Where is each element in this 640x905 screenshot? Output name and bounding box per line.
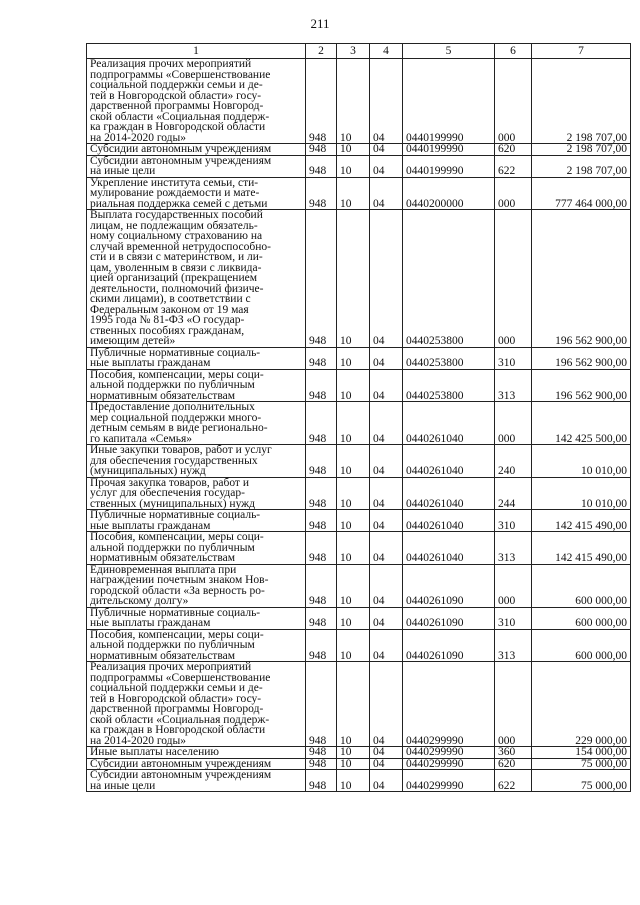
table-row xyxy=(87,347,631,369)
row-amount: 2 198 707,00 xyxy=(532,59,631,144)
row-expense-type: 620 xyxy=(495,758,532,770)
row-section-code: 10 xyxy=(337,770,370,792)
row-expense-type: 310 xyxy=(495,510,532,532)
row-ministry-code: 948 xyxy=(306,177,337,210)
row-ministry-code: 948 xyxy=(306,532,337,565)
table-row xyxy=(87,369,631,402)
row-subsection-code: 04 xyxy=(370,369,403,402)
row-ministry-code: 948 xyxy=(306,347,337,369)
row-ministry-code: 948 xyxy=(306,59,337,144)
row-ministry-code: 948 xyxy=(306,564,337,607)
row-section-code: 10 xyxy=(337,369,370,402)
column-header: 5 xyxy=(403,44,495,59)
row-target-article: 0440199990 xyxy=(403,155,495,177)
row-subsection-code: 04 xyxy=(370,347,403,369)
row-target-article: 0440261090 xyxy=(403,629,495,662)
row-description: Субсидии автономным учреждениям xyxy=(87,758,306,770)
column-header: 7 xyxy=(532,44,631,59)
row-expense-type: 240 xyxy=(495,445,532,478)
row-section-code: 10 xyxy=(337,155,370,177)
row-target-article: 0440299990 xyxy=(403,662,495,747)
column-header: 2 xyxy=(306,44,337,59)
table-row xyxy=(87,144,631,156)
row-description: Реализация прочих мероприятий подпрограммы «Совершенствование социальной поддержки семьи и де- тей в Новгородской области» госу- дарственной программы Новгород- ской области «Социальная поддерж- ка граждан в Новгородской области на 2014-2020 годы» xyxy=(87,59,306,144)
row-description: Укрепление института семьи, сти- мулирование рождаемости и мате- риальная поддержка семей с детьми xyxy=(87,177,306,210)
row-target-article: 0440261040 xyxy=(403,402,495,445)
row-subsection-code: 04 xyxy=(370,155,403,177)
row-expense-type: 310 xyxy=(495,607,532,629)
row-section-code: 10 xyxy=(337,607,370,629)
page-number: 211 xyxy=(310,16,330,31)
row-amount: 600 000,00 xyxy=(532,564,631,607)
budget-table xyxy=(86,43,631,792)
row-section-code: 10 xyxy=(337,347,370,369)
row-expense-type: 310 xyxy=(495,347,532,369)
table-row xyxy=(87,210,631,348)
row-target-article: 0440253800 xyxy=(403,347,495,369)
row-amount: 196 562 900,00 xyxy=(532,210,631,348)
row-ministry-code: 948 xyxy=(306,210,337,348)
row-subsection-code: 04 xyxy=(370,747,403,759)
row-section-code: 10 xyxy=(337,177,370,210)
row-expense-type: 622 xyxy=(495,770,532,792)
table-row xyxy=(87,747,631,759)
row-expense-type: 000 xyxy=(495,402,532,445)
row-amount: 2 198 707,00 xyxy=(532,155,631,177)
row-description: Выплата государственных пособий лицам, не подлежащим обязатель- ному социальному страхованию на случай временной нетрудоспособно- сти и в связи с материнством, и ли- цам, уволенным в связи с ликвида- цией организаций (прекращением деятельности, полномочий физиче- скими лицами), в соответствии с Федеральным законом от 19 мая 1995 года № 81-ФЗ «О государ- ственных пособиях гражданам, имеющим детей» xyxy=(87,210,306,348)
row-amount: 142 415 490,00 xyxy=(532,510,631,532)
row-subsection-code: 04 xyxy=(370,629,403,662)
row-ministry-code: 948 xyxy=(306,607,337,629)
row-amount: 196 562 900,00 xyxy=(532,347,631,369)
row-subsection-code: 04 xyxy=(370,177,403,210)
row-expense-type: 360 xyxy=(495,747,532,759)
row-subsection-code: 04 xyxy=(370,607,403,629)
row-amount: 2 198 707,00 xyxy=(532,144,631,156)
row-amount: 600 000,00 xyxy=(532,629,631,662)
row-amount: 75 000,00 xyxy=(532,770,631,792)
row-description: Пособия, компенсации, меры соци- альной поддержки по публичным нормативным обязательствам xyxy=(87,369,306,402)
row-expense-type: 622 xyxy=(495,155,532,177)
row-description: Публичные нормативные социаль- ные выплаты гражданам xyxy=(87,510,306,532)
row-description: Субсидии автономным учреждениям на иные цели xyxy=(87,155,306,177)
row-expense-type: 000 xyxy=(495,564,532,607)
row-subsection-code: 04 xyxy=(370,770,403,792)
table-row xyxy=(87,155,631,177)
header-row xyxy=(87,44,631,59)
row-amount: 142 415 490,00 xyxy=(532,532,631,565)
row-target-article: 0440299990 xyxy=(403,747,495,759)
row-amount: 600 000,00 xyxy=(532,607,631,629)
column-header: 1 xyxy=(87,44,306,59)
row-amount: 75 000,00 xyxy=(532,758,631,770)
row-expense-type: 000 xyxy=(495,210,532,348)
row-ministry-code: 948 xyxy=(306,369,337,402)
row-section-code: 10 xyxy=(337,210,370,348)
row-ministry-code: 948 xyxy=(306,155,337,177)
row-section-code: 10 xyxy=(337,402,370,445)
row-ministry-code: 948 xyxy=(306,662,337,747)
row-subsection-code: 04 xyxy=(370,445,403,478)
row-amount: 10 010,00 xyxy=(532,477,631,510)
row-subsection-code: 04 xyxy=(370,564,403,607)
row-subsection-code: 04 xyxy=(370,758,403,770)
row-description: Публичные нормативные социаль- ные выплаты гражданам xyxy=(87,607,306,629)
row-ministry-code: 948 xyxy=(306,402,337,445)
table-row xyxy=(87,402,631,445)
row-section-code: 10 xyxy=(337,477,370,510)
row-subsection-code: 04 xyxy=(370,510,403,532)
row-section-code: 10 xyxy=(337,747,370,759)
row-subsection-code: 04 xyxy=(370,144,403,156)
row-expense-type: 313 xyxy=(495,369,532,402)
row-expense-type: 313 xyxy=(495,532,532,565)
row-amount: 777 464 000,00 xyxy=(532,177,631,210)
row-target-article: 0440299990 xyxy=(403,758,495,770)
row-ministry-code: 948 xyxy=(306,510,337,532)
row-description: Иные выплаты населению xyxy=(87,747,306,759)
row-description: Иные закупки товаров, работ и услуг для обеспечения государственных (муниципальных) нужд xyxy=(87,445,306,478)
row-expense-type: 313 xyxy=(495,629,532,662)
row-amount: 154 000,00 xyxy=(532,747,631,759)
row-expense-type: 620 xyxy=(495,144,532,156)
column-header: 4 xyxy=(370,44,403,59)
row-section-code: 10 xyxy=(337,144,370,156)
row-section-code: 10 xyxy=(337,564,370,607)
row-amount: 196 562 900,00 xyxy=(532,369,631,402)
row-expense-type: 000 xyxy=(495,177,532,210)
table-row xyxy=(87,564,631,607)
row-amount: 142 425 500,00 xyxy=(532,402,631,445)
table-row xyxy=(87,532,631,565)
row-ministry-code: 948 xyxy=(306,445,337,478)
row-section-code: 10 xyxy=(337,629,370,662)
row-ministry-code: 948 xyxy=(306,770,337,792)
row-section-code: 10 xyxy=(337,662,370,747)
table-row xyxy=(87,177,631,210)
row-target-article: 0440199990 xyxy=(403,144,495,156)
table-row xyxy=(87,510,631,532)
row-description: Реализация прочих мероприятий подпрограммы «Совершенствование социальной поддержки семьи и де- тей в Новгородской области» госу- дарственной программы Новгород- ской области «Социальная поддерж- ка граждан в Новгородской области на 2014-2020 годы» xyxy=(87,662,306,747)
row-subsection-code: 04 xyxy=(370,59,403,144)
row-target-article: 0440299990 xyxy=(403,770,495,792)
row-ministry-code: 948 xyxy=(306,144,337,156)
row-description: Предоставление дополнительных мер социальной поддержки много- детным семьям в виде регионально- го капитала «Семья» xyxy=(87,402,306,445)
row-description: Единовременная выплата при награждении почетным знаком Нов- городской области «За верность ро- дительскому долгу» xyxy=(87,564,306,607)
row-description: Прочая закупка товаров, работ и услуг для обеспечения государ- ственных (муниципальных) нужд xyxy=(87,477,306,510)
table-row xyxy=(87,607,631,629)
table-row xyxy=(87,445,631,478)
table-row xyxy=(87,59,631,144)
row-target-article: 0440261040 xyxy=(403,445,495,478)
table-row xyxy=(87,477,631,510)
row-description: Субсидии автономным учреждениям на иные цели xyxy=(87,770,306,792)
row-amount: 229 000,00 xyxy=(532,662,631,747)
row-target-article: 0440261090 xyxy=(403,564,495,607)
row-target-article: 0440261040 xyxy=(403,532,495,565)
row-description: Субсидии автономным учреждениям xyxy=(87,144,306,156)
table-row xyxy=(87,770,631,792)
row-section-code: 10 xyxy=(337,532,370,565)
column-header: 3 xyxy=(337,44,370,59)
row-section-code: 10 xyxy=(337,59,370,144)
row-amount: 10 010,00 xyxy=(532,445,631,478)
table-row xyxy=(87,662,631,747)
row-section-code: 10 xyxy=(337,758,370,770)
row-description: Пособия, компенсации, меры соци- альной поддержки по публичным нормативным обязательствам xyxy=(87,532,306,565)
row-target-article: 0440253800 xyxy=(403,369,495,402)
table-body xyxy=(87,59,631,792)
row-subsection-code: 04 xyxy=(370,402,403,445)
row-target-article: 0440253800 xyxy=(403,210,495,348)
table-row xyxy=(87,758,631,770)
row-description: Публичные нормативные социаль- ные выплаты гражданам xyxy=(87,347,306,369)
row-ministry-code: 948 xyxy=(306,477,337,510)
row-section-code: 10 xyxy=(337,445,370,478)
row-target-article: 0440261040 xyxy=(403,477,495,510)
row-target-article: 0440200000 xyxy=(403,177,495,210)
row-ministry-code: 948 xyxy=(306,629,337,662)
row-expense-type: 000 xyxy=(495,662,532,747)
row-subsection-code: 04 xyxy=(370,477,403,510)
row-subsection-code: 04 xyxy=(370,532,403,565)
row-ministry-code: 948 xyxy=(306,747,337,759)
row-expense-type: 244 xyxy=(495,477,532,510)
row-subsection-code: 04 xyxy=(370,662,403,747)
row-subsection-code: 04 xyxy=(370,210,403,348)
table-row xyxy=(87,629,631,662)
row-target-article: 0440261090 xyxy=(403,607,495,629)
row-ministry-code: 948 xyxy=(306,758,337,770)
row-section-code: 10 xyxy=(337,510,370,532)
row-target-article: 0440261040 xyxy=(403,510,495,532)
row-target-article: 0440199990 xyxy=(403,59,495,144)
column-header: 6 xyxy=(495,44,532,59)
row-expense-type: 000 xyxy=(495,59,532,144)
row-description: Пособия, компенсации, меры соци- альной поддержки по публичным нормативным обязательствам xyxy=(87,629,306,662)
